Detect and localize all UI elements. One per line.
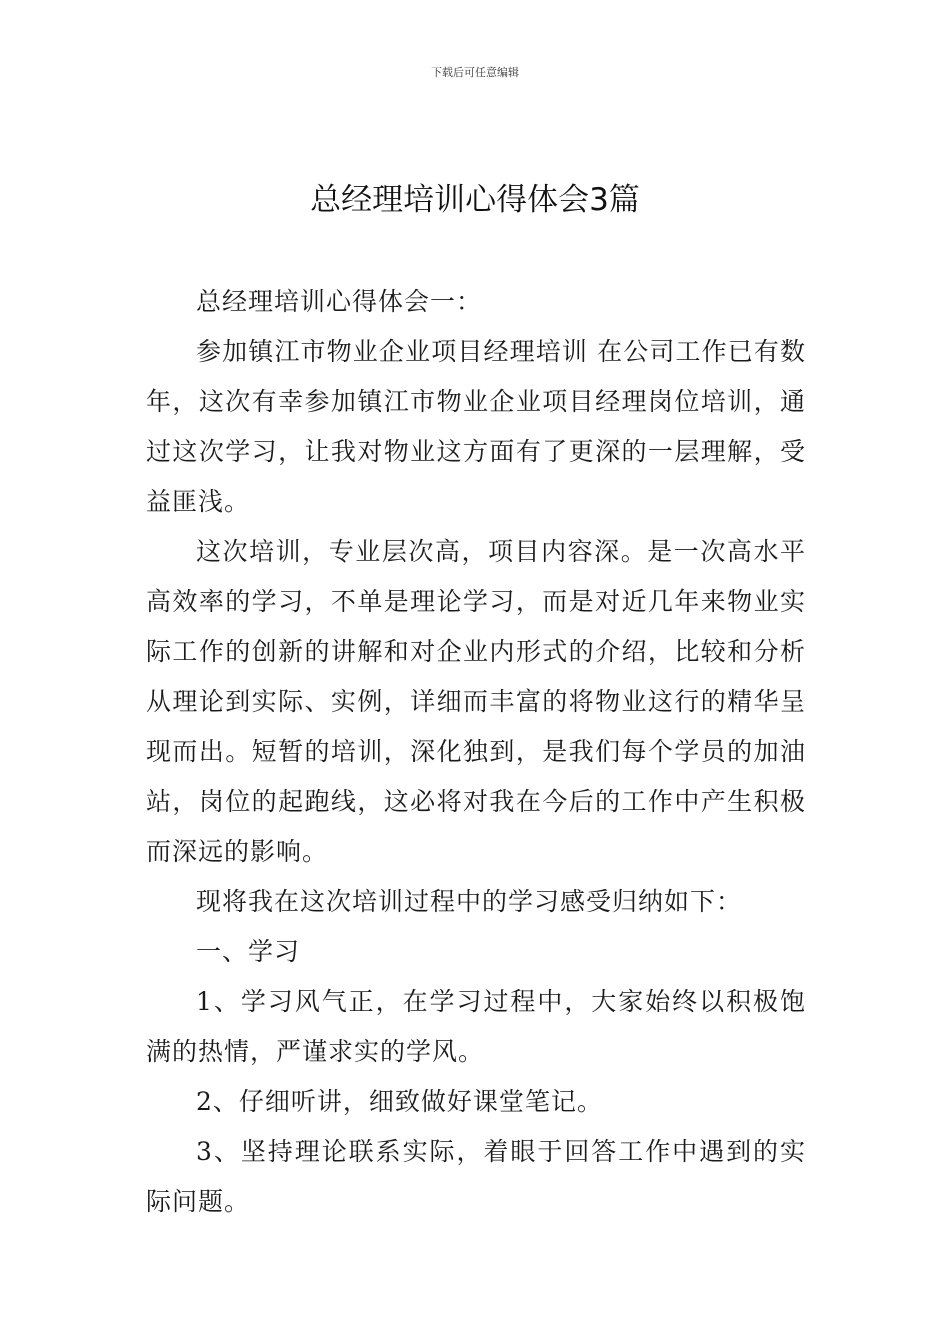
list-item-2: 2、仔细听讲，细致做好课堂笔记。 [196,1087,603,1116]
body-paragraph-3: 现将我在这次培训过程中的学习感受归纳如下： [196,887,743,916]
body-paragraph-1: 参加镇江市物业企业项目经理培训 在公司工作已有数年，这次有幸参加镇江市物业企业项目经理岗位培训，通过这次学习，让我对物业这方面有了更深的一层理解，受益匪浅。 [146,337,806,516]
list-item-1: 1、学习风气正，在学习过程中，大家始终以积极饱满的热情，严谨求实的学风。 [146,987,806,1066]
document-body [146,277,806,1227]
subsection-heading-study: 一、学习 [196,937,301,966]
document-title: 总经理培训心得体会3篇 [310,182,640,218]
section-heading-1: 总经理培训心得体会一： [196,287,483,316]
body-paragraph-2: 这次培训，专业层次高，项目内容深。是一次高水平高效率的学习，不单是理论学习，而是对近几年来物业实际工作的创新的讲解和对企业内形式的介绍，比较和分析从理论到实际、实例，详细而丰富的将物业这行的精华呈现而出。短暂的培训，深化独到，是我们每个学员的加油站，岗位的起跑线，这必将对我在今后的工作中产生积极而深远的影响。 [146,537,806,866]
list-item-3: 3、坚持理论联系实际，着眼于回答工作中遇到的实际问题。 [146,1137,806,1216]
page-header-note: 下载后可任意编辑 [431,66,519,79]
